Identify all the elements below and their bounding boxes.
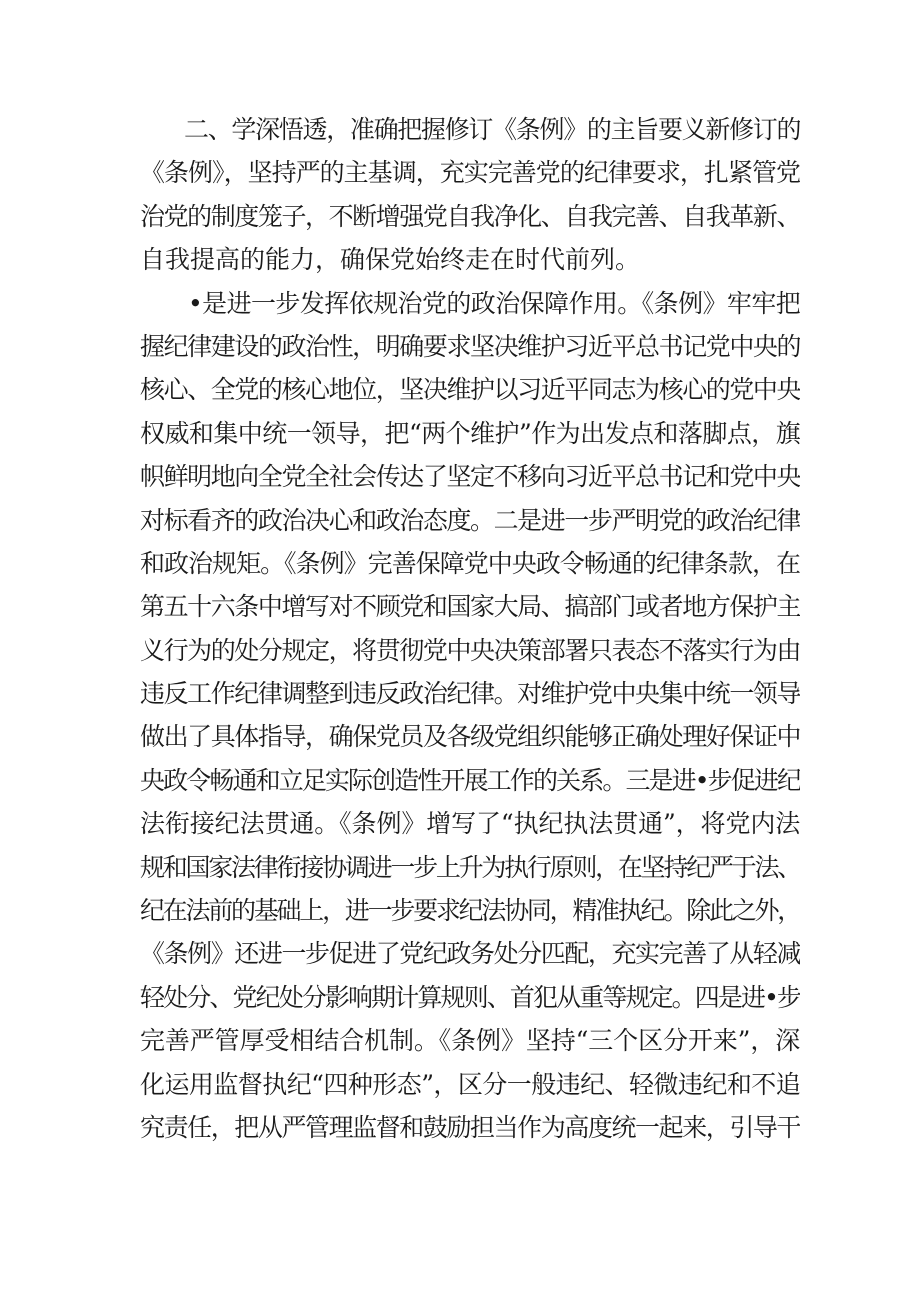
paragraph-line: 核心、全党的核心地位，坚决维护以习近平同志为核心的党中央 [140,375,800,405]
paragraph-line: 央政令畅通和立足实际创造性开展工作的关系。三是进•步促进纪 [140,765,800,795]
paragraph-line: 自我提高的能力，确保党始终走在时代前列。 [140,245,641,275]
paragraph-line: 二、学深悟透，准确把握修订《条例》的主旨要义新修订的 [184,115,800,144]
paragraph-line: 完善严管厚受相结合机制。《条例》坚持“三个区分开来”，深 [140,1026,800,1056]
paragraph-line: 帜鲜明地向全党全社会传达了坚定不移向习近平总书记和党中央 [140,462,800,492]
paragraph-line: 做出了具体指导，确保党员及各级党组织能够正确处理好保证中 [140,722,800,752]
paragraph-line: 义行为的处分规定，将贯彻党中央决策部署只表态不落实行为由 [140,635,800,665]
document-body [140,108,800,1149]
paragraph-1 [140,108,800,282]
paragraph-line: 法衔接纪法贯通。《条例》增写了“执纪执法贯通”，将党内法 [140,809,800,839]
paragraph-line: •是进一步发挥依规治党的政治保障作用。《条例》牢牢把 [188,288,800,318]
paragraph-line: 化运用监督执纪“四种形态”，区分一般违纪、轻微违纪和不追 [140,1069,800,1099]
paragraph-line: 《条例》，坚持严的主基调，充实完善党的纪律要求，扎紧管党 [140,158,800,188]
paragraph-line: 对标看齐的政治决心和政治态度。二是进一步严明党的政治纪律 [140,505,800,535]
paragraph-line: 握纪律建设的政治性，明确要求坚决维护习近平总书记党中央的 [140,331,800,361]
paragraph-line: 权威和集中统一领导，把“两个维护”作为出发点和落脚点，旗 [140,418,800,448]
paragraph-line: 纪在法前的基础上，进一步要求纪法协同，精准执纪。除此之外， [140,896,800,926]
paragraph-2 [140,282,800,1150]
paragraph-line: 《条例》还进一步促进了党纪政务处分匹配，充实完善了从轻减 [140,939,800,969]
paragraph-line: 治党的制度笼子，不断增强党自我净化、自我完善、自我革新、 [140,201,800,231]
paragraph-line: 轻处分、党纪处分影响期计算规则、首犯从重等规定。四是进•步 [140,982,800,1012]
paragraph-line: 规和国家法律衔接协调进一步上升为执行原则，在坚持纪严于法、 [140,852,800,882]
paragraph-line: 和政治规矩。《条例》完善保障党中央政令畅通的纪律条款，在 [140,548,800,578]
paragraph-line: 第五十六条中增写对不顾党和国家大局、搞部门或者地方保护主 [140,592,800,622]
paragraph-line: 违反工作纪律调整到违反政治纪律。对维护党中央集中统一领导 [140,679,800,709]
paragraph-line: 究责任，把从严管理监督和鼓励担当作为高度统一起来，引导干 [140,1112,800,1142]
